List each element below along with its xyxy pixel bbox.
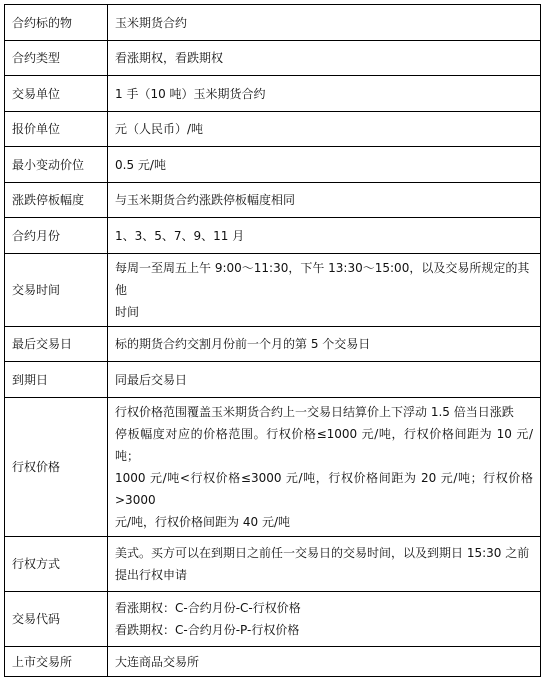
value-line: 提出行权申请 [115,568,188,582]
table-row [5,183,541,218]
row-label: 行权价格 [5,398,108,537]
table-row [5,147,541,183]
row-value: 看涨期权，看跌期权 [108,41,541,76]
table-row [5,218,541,254]
row-value [108,398,541,537]
value-line: 元/吨，行权价格间距为 40 元/吨 [115,515,290,529]
row-label: 最小变动价位 [5,147,108,183]
row-label: 交易时间 [5,254,108,327]
row-value: 标的期货合约交割月份前一个月的第 5 个交易日 [108,327,541,362]
row-label: 交易代码 [5,592,108,647]
row-label: 交易单位 [5,76,108,112]
table-row [5,537,541,592]
table-row [5,5,541,41]
value-line: 行权价格范围覆盖玉米期货合约上一交易日结算价上下浮动 1.5 倍当日涨跌 [115,405,514,419]
row-label: 最后交易日 [5,327,108,362]
table-row [5,254,541,327]
row-label: 到期日 [5,362,108,398]
value-line: 看跌期权：C-合约月份-P-行权价格 [115,623,300,637]
row-label: 报价单位 [5,112,108,147]
row-value: 1 手（10 吨）玉米期货合约 [108,76,541,112]
row-label: 合约类型 [5,41,108,76]
row-label: 合约月份 [5,218,108,254]
value-line: 1000 元/吨<行权价格≤3000 元/吨，行权价格间距为 20 元/吨；行权价格>3000 [115,471,533,507]
row-value: 元（人民币）/吨 [108,112,541,147]
table-row [5,41,541,76]
table-row [5,76,541,112]
row-value: 0.5 元/吨 [108,147,541,183]
value-line: 时间 [115,305,140,319]
table-row [5,398,541,537]
row-label: 行权方式 [5,537,108,592]
row-label: 涨跌停板幅度 [5,183,108,218]
row-label: 上市交易所 [5,647,108,677]
table-row [5,112,541,147]
value-line: 美式。买方可以在到期日之前任一交易日的交易时间，以及到期日 15:30 之前 [115,546,530,560]
row-value: 大连商品交易所 [108,647,541,677]
table-row [5,647,541,677]
row-value [108,592,541,647]
row-value: 同最后交易日 [108,362,541,398]
row-value: 玉米期货合约 [108,5,541,41]
table-row [5,362,541,398]
row-value: 1、3、5、7、9、11 月 [108,218,541,254]
row-value [108,254,541,327]
option-contract-spec-table [4,4,541,677]
value-line: 每周一至周五上午 9:00～11:30，下午 13:30～15:00，以及交易所规定的其他 [115,261,530,297]
table-row [5,592,541,647]
row-label: 合约标的物 [5,5,108,41]
row-value: 与玉米期货合约涨跌停板幅度相同 [108,183,541,218]
row-value [108,537,541,592]
table-row [5,327,541,362]
value-line: 看涨期权：C-合约月份-C-行权价格 [115,601,301,615]
value-line: 停板幅度对应的价格范围。行权价格≤1000 元/吨，行权价格间距为 10 元/吨； [115,427,533,463]
